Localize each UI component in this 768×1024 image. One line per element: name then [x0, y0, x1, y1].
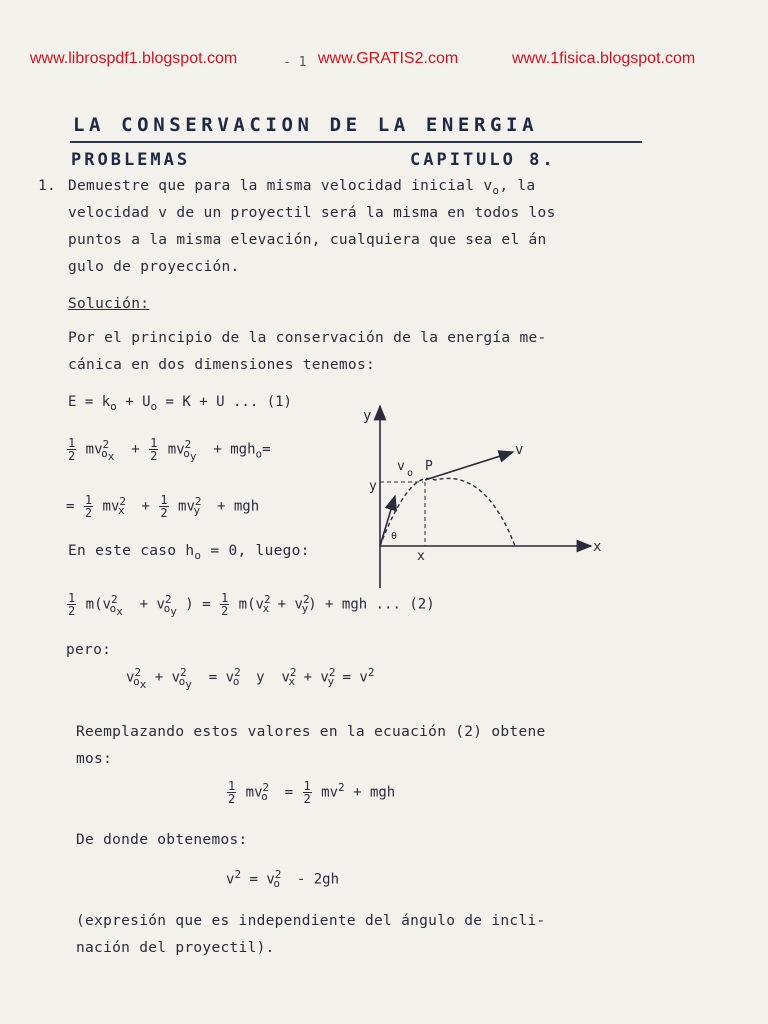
- label-v: v: [515, 442, 524, 458]
- pero-label: pero:: [66, 642, 112, 658]
- case-statement: En este caso $h_o = 0$, luego:: [68, 543, 310, 562]
- replace-line-2: mos:: [76, 751, 113, 767]
- chapter-title: LA CONSERVACION DE LA ENERGIA: [73, 114, 539, 136]
- header-link-1fisica[interactable]: www.1fisica.blogspot.com: [512, 50, 696, 67]
- label-vo: v: [397, 459, 405, 474]
- header-link-gratis2[interactable]: www.GRATIS2.com: [318, 50, 459, 67]
- chapter-number: CAPITULO 8.: [410, 150, 556, 170]
- label-vo-sub: o: [407, 468, 414, 479]
- from-where-label: De donde obtenemos:: [76, 832, 248, 848]
- header-link-librospdf[interactable]: www.librospdf1.blogspot.com: [30, 50, 238, 67]
- trajectory-curve: [380, 478, 515, 546]
- label-x: x: [417, 549, 425, 564]
- problem-line-4: gulo de proyección.: [68, 259, 240, 275]
- velocity-vector-p: [425, 452, 513, 480]
- section-label: PROBLEMAS: [71, 150, 191, 170]
- title-rule: [70, 141, 642, 143]
- equation-energy-initial: $\frac{1}{2}$ $mv^2_{o_x}$ + $\frac{1}{2}$ $mv^2_{o_y} + mgh_o=$: [68, 436, 271, 464]
- problem-line-2: velocidad v de un proyectil será la misma en todos los: [68, 205, 556, 221]
- label-y-axis: y: [363, 408, 372, 424]
- problem-line-1: Demuestre que para la misma velocidad inicial $v_o$, la: [68, 178, 536, 197]
- page-number: - 1: [283, 55, 307, 70]
- label-p: P: [425, 459, 433, 474]
- final-line-2: nación del proyectil).: [76, 940, 275, 956]
- label-x-axis: x: [593, 539, 602, 555]
- equation-velocity-components: $v^2_{o_x} + v^2_{o_y} = v^2_o$ y $v^2_x + v^2_y = v^2$: [126, 666, 375, 692]
- equation-result: $v^2 = v^2_o - 2gh$: [226, 868, 340, 891]
- equation-2: $\frac{1}{2}$ $m(v^2_{o_x} + v^2_{o_y}$ ) = $\frac{1}{2}$ $m(v^2_x + v^2_y)$ + mgh ... (2): [68, 591, 435, 619]
- label-y: y: [369, 479, 377, 494]
- problem-line-3: puntos a la misma elevación, cualquiera que sea el án: [68, 232, 547, 248]
- replace-line-1: Reemplazando estos valores en la ecuación (2) obtene: [76, 724, 546, 740]
- projectile-diagram: [355, 398, 615, 602]
- equation-1: $E = k_o + U_o = K + U$ ... (1): [68, 394, 292, 413]
- equation-energy-final: = $\frac{1}{2}$ $mv^2_x$ + $\frac{1}{2}$ $mv^2_y$ + mgh: [66, 493, 260, 520]
- label-theta: θ: [391, 531, 398, 542]
- equation-3: $\frac{1}{2}$ $mv^2_o$ = $\frac{1}{2}$ $mv^2$ + mgh: [228, 779, 396, 806]
- solution-intro-1: Por el principio de la conservación de la energía me-: [68, 330, 547, 346]
- solution-heading: Solución:: [68, 296, 150, 312]
- problem-number: 1.: [38, 178, 57, 194]
- solution-intro-2: cánica en dos dimensiones tenemos:: [68, 357, 376, 373]
- projectile-diagram-svg: [355, 398, 615, 598]
- final-line-1: (expresión que es independiente del ángulo de incli-: [76, 913, 546, 929]
